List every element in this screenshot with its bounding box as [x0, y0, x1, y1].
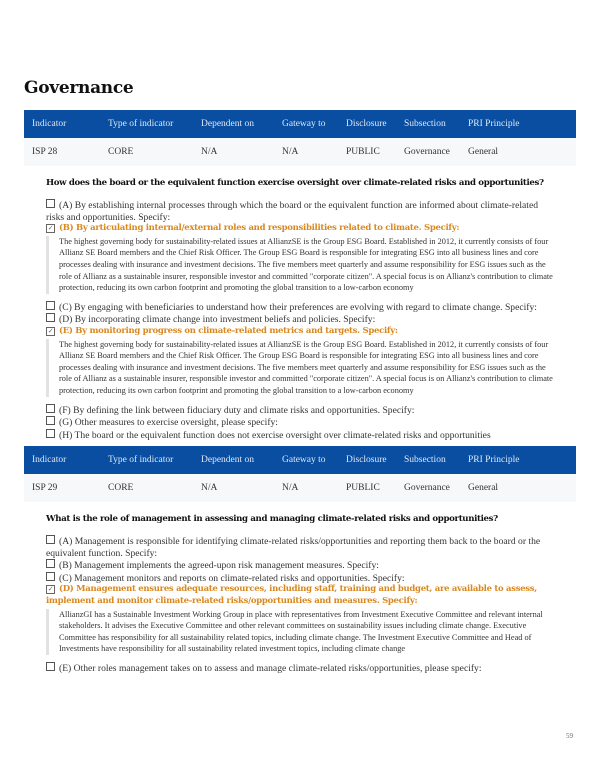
- header-disclosure: Disclosure: [338, 110, 396, 138]
- cell-disclosure: PUBLIC: [338, 138, 396, 166]
- header-disclosure: Disclosure: [338, 446, 396, 474]
- cell-disclosure: PUBLIC: [338, 474, 396, 502]
- cell-gateway: N/A: [274, 474, 338, 502]
- option-label: (E) By monitoring progress on climate-related metrics and targets. Specify:: [59, 325, 398, 336]
- option-e[interactable]: [46, 662, 556, 675]
- table-header-row: [24, 446, 576, 474]
- cell-dependent: N/A: [193, 138, 274, 166]
- option-label: (E) Other roles management takes on to assess and manage climate-related risks/opportunities, please specify:: [59, 662, 482, 674]
- option-label: (G) Other measures to exercise oversight, please specify:: [59, 417, 278, 429]
- cell-pri-principle: General: [460, 138, 576, 166]
- header-indicator: Indicator: [24, 446, 100, 474]
- checkbox-unchecked-icon[interactable]: [46, 429, 55, 438]
- checkbox-unchecked-icon[interactable]: [46, 559, 55, 568]
- page-title: Governance: [24, 78, 134, 98]
- option-a[interactable]: [46, 199, 556, 223]
- option-label: (C) By engaging with beneficiaries to understand how their preferences are evolving with regard to climate change. Specify:: [59, 301, 537, 313]
- table-row: [24, 474, 576, 502]
- table-row: [24, 138, 576, 166]
- checkbox-checked-icon[interactable]: ✓: [47, 326, 54, 335]
- option-b[interactable]: [46, 223, 556, 235]
- options-isp-29: [46, 535, 556, 675]
- option-d[interactable]: [46, 584, 556, 607]
- cell-gateway: N/A: [274, 138, 338, 166]
- header-dependent: Dependent on: [193, 110, 274, 138]
- option-e[interactable]: [46, 326, 556, 338]
- option-label: (B) Management implements the agreed-upon risk management measures. Specify:: [59, 560, 379, 572]
- option-h[interactable]: [46, 429, 556, 442]
- checkbox-unchecked-icon[interactable]: [46, 662, 55, 671]
- option-label: (D) Management ensures adequate resources, including staff, training and budget, are available to assess, implement and monitor climate-related risks/opportunities and measures. Specify:: [46, 584, 537, 606]
- header-indicator: Indicator: [24, 110, 100, 138]
- answer-e: The highest governing body for sustainability-related issues at AllianzSE is the Group ESG Board. Established in 2012, it currently consists of four Allianz SE Board members and the Chief Risk Officer. The Group ESG Board is responsible for integrating ESG into all business lines and core processes dealing with insurance and investment decisions. The five members meet quarterly and assume responsibility for ESG issues such as the role of Allianz as a sustainable insurer, responsible investor and committed "corporate citizen". A special focus is on Allianz's contribution to climate protection, reducing its own carbon footprint and promoting the global transition to a low-carbon economy: [46, 339, 556, 397]
- answer-d: AllianzGI has a Sustainable Investment Working Group in place with representatives from Investment Executive Committee and relevant internal stakeholders. It advises the Executive Committee and other relevant committees on sustainability issues including climate change. Executive Committee has responsibility for all sustainability related topics, including climate change. The Investment Executive Committee and Head of Investments have responsibility for all sustainability related investment topics, including climate change: [46, 609, 556, 655]
- question-isp-29: What is the role of management in assessing and managing climate-related risks and opportunities?: [46, 514, 498, 524]
- option-d[interactable]: [46, 313, 556, 326]
- header-dependent: Dependent on: [193, 446, 274, 474]
- cell-subsection: Governance: [396, 474, 460, 502]
- cell-dependent: N/A: [193, 474, 274, 502]
- option-b[interactable]: [46, 559, 556, 572]
- option-label: (D) By incorporating climate change into investment beliefs and policies. Specify:: [59, 314, 376, 326]
- checkbox-unchecked-icon[interactable]: [46, 313, 55, 322]
- option-label: (F) By defining the link between fiduciary duty and climate risks and opportunities. Specify:: [59, 404, 415, 416]
- option-label: (C) Management monitors and reports on climate-related risks and opportunities. Specify:: [59, 572, 405, 584]
- cell-subsection: Governance: [396, 138, 460, 166]
- header-gateway: Gateway to: [274, 446, 338, 474]
- checkbox-unchecked-icon[interactable]: [46, 535, 55, 544]
- checkbox-unchecked-icon[interactable]: [46, 572, 55, 581]
- answer-b: The highest governing body for sustainability-related issues at AllianzSE is the Group ESG Board. Established in 2012, it currently consists of four Allianz SE Board members and the Chief Risk Officer. The Group ESG Board is responsible for integrating ESG into all business lines and core processes dealing with insurance and investment decisions. The five members meet quarterly and assume responsibility for ESG issues such as the role of Allianz as a sustainable insurer, responsible investor and committed "corporate citizen". A special focus is on Allianz's contribution to climate protection, reducing its own carbon footprint and promoting the global transition to a low-carbon economy: [46, 236, 556, 294]
- option-label: (B) By articulating internal/external roles and responsibilities related to climate. Specify:: [59, 223, 460, 234]
- option-label: (H) The board or the equivalent function does not exercise oversight over climate-related risks and opportunities: [59, 429, 491, 441]
- cell-pri-principle: General: [460, 474, 576, 502]
- header-subsection: Subsection: [396, 110, 460, 138]
- checkbox-unchecked-icon[interactable]: [46, 416, 55, 425]
- cell-type: CORE: [100, 474, 193, 502]
- indicator-table-isp-28: [24, 110, 576, 166]
- option-label: (A) Management is responsible for identifying climate-related risks/opportunities and reporting them back to the board or the equivalent function. Specify:: [46, 536, 541, 559]
- option-a[interactable]: [46, 535, 556, 559]
- checkbox-unchecked-icon[interactable]: [46, 301, 55, 310]
- option-c[interactable]: [46, 572, 556, 585]
- header-pri-principle: PRI Principle: [460, 110, 576, 138]
- header-pri-principle: PRI Principle: [460, 446, 576, 474]
- cell-indicator: ISP 29: [24, 474, 100, 502]
- option-f[interactable]: [46, 404, 556, 417]
- header-type: Type of indicator: [100, 110, 193, 138]
- header-subsection: Subsection: [396, 446, 460, 474]
- options-isp-28: [46, 199, 556, 441]
- option-label: (A) By establishing internal processes through which the board or the equivalent function are informed about climate-related risks and opportunities. Specify:: [46, 200, 538, 223]
- page-number: 59: [566, 732, 573, 740]
- cell-type: CORE: [100, 138, 193, 166]
- option-g[interactable]: [46, 416, 556, 429]
- checkbox-unchecked-icon[interactable]: [46, 199, 55, 208]
- question-isp-28: How does the board or the equivalent function exercise oversight over climate-related risks and opportunities?: [46, 178, 544, 188]
- header-gateway: Gateway to: [274, 110, 338, 138]
- table-header-row: [24, 110, 576, 138]
- header-type: Type of indicator: [100, 446, 193, 474]
- indicator-table-isp-29: [24, 446, 576, 502]
- checkbox-checked-icon[interactable]: ✓: [47, 585, 54, 594]
- cell-indicator: ISP 28: [24, 138, 100, 166]
- option-c[interactable]: [46, 301, 556, 314]
- checkbox-checked-icon[interactable]: ✓: [47, 224, 54, 233]
- checkbox-unchecked-icon[interactable]: [46, 404, 55, 413]
